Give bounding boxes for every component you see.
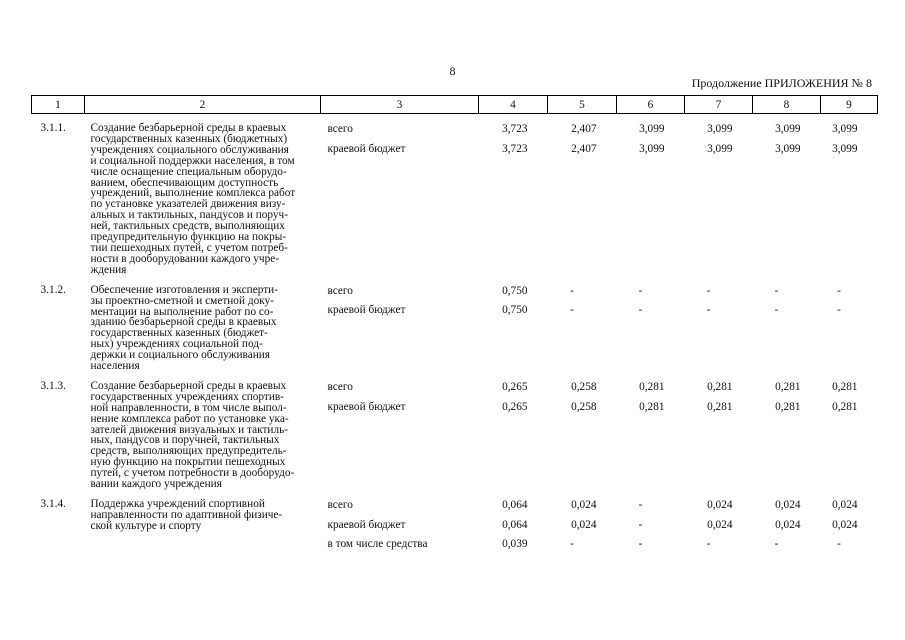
row-description (85, 498, 321, 557)
row-spacer (32, 276, 878, 284)
row-number: 3.1.1. (40, 122, 66, 134)
description-line: средств, выполняющих предупредитель- (90, 445, 287, 458)
description-line: учреждениях социального обслуживания (90, 143, 289, 156)
value-cell-col-6 (617, 380, 685, 490)
description-line: населения (90, 360, 140, 373)
value: - (837, 284, 841, 297)
table-header-row (32, 96, 878, 114)
description-line: учреждений, выполнение комплекса работ (90, 187, 296, 200)
row-number: 3.1.3. (40, 379, 66, 392)
description-line: ментации на выполнение работ по со- (90, 305, 274, 318)
value: 0,281 (775, 400, 801, 413)
spacer-cell (32, 276, 878, 284)
value: 2,407 (571, 142, 597, 155)
funding-source: всего (327, 284, 353, 297)
value-cell-col-6 (617, 122, 685, 276)
header-cell: 3 (321, 96, 479, 114)
value-cell-col-4 (479, 122, 548, 276)
description-line: и социальной поддержки населения, в том (90, 154, 295, 167)
value: - (638, 284, 643, 297)
value: - (706, 304, 711, 317)
value: 0,265 (502, 380, 528, 393)
value-cell-col-6 (617, 284, 685, 372)
value: 0,265 (502, 400, 528, 413)
description-line: государственных казенных (бюджетных) (90, 132, 288, 145)
value-cell-col-6 (617, 498, 685, 557)
description-line: нение комплекса работ по установке ука- (90, 412, 289, 425)
funding-source: в том числе средства (327, 538, 428, 551)
description-line: по установке указателей движения визу- (90, 198, 286, 211)
funding-source: всего (327, 499, 353, 511)
value: 3,099 (832, 123, 858, 135)
description-line: ную функцию на покрытии пешеходных (90, 456, 286, 469)
funding-table (31, 95, 878, 557)
table-row (32, 284, 878, 372)
continuation-label: Продолжение ПРИЛОЖЕНИЯ № 8 (691, 76, 872, 90)
value: - (837, 538, 841, 551)
description-line: числе оснащение специальным оборудо- (90, 165, 287, 178)
value: 3,099 (639, 142, 665, 155)
description-line: держки и социального обслуживания (90, 349, 271, 362)
description-line: зателей движения визуальных и тактиль- (90, 423, 289, 436)
funding-source-cell (321, 498, 479, 557)
value-cell-col-8 (753, 284, 821, 372)
description-line: ской культуре и спорту (90, 519, 202, 532)
description-line: ждения (90, 263, 127, 276)
value: - (570, 538, 574, 551)
description-line: ных, пандусов и поручней, тактильных (90, 434, 280, 447)
header-cell: 7 (685, 96, 753, 114)
description-line: ней, тактильных средств, выполняющих (90, 220, 285, 233)
value: - (638, 518, 643, 531)
value-cell-col-5 (548, 284, 617, 372)
value: 3,723 (502, 123, 528, 135)
value: - (638, 499, 643, 511)
description-line: государственных учреждениях спортив- (90, 390, 284, 403)
value-cell-col-4 (479, 498, 548, 557)
value: - (837, 304, 841, 317)
value-cell-col-8 (753, 380, 821, 490)
description-line: Создание безбарьерной среды в краевых (90, 379, 287, 392)
value: 0,281 (639, 380, 665, 393)
value: 0,024 (832, 499, 858, 511)
value: 3,099 (775, 123, 801, 135)
spacer-cell (32, 372, 878, 380)
value: 3,723 (502, 142, 528, 155)
description-line: предупредительную функцию на покры- (90, 231, 287, 244)
value: - (706, 538, 711, 551)
row-description (85, 122, 321, 276)
header-cell: 2 (85, 96, 321, 114)
description-line: ности в дооборудовании каждого учре- (90, 252, 279, 265)
description-line: вании каждого учреждения (90, 478, 222, 491)
description-line: ных) учреждениях социальной под- (90, 338, 263, 351)
value: 0,281 (707, 400, 733, 413)
value: - (774, 304, 779, 317)
funding-source: всего (327, 380, 353, 393)
value: 0,750 (502, 284, 528, 297)
row-spacer (32, 372, 878, 380)
value: 0,281 (707, 380, 733, 393)
description-line: путей, с учетом потребности в дооборудо- (90, 467, 295, 480)
row-number: 3.1.2. (40, 283, 66, 296)
value-cell-col-9 (821, 284, 878, 372)
header-cell: 6 (617, 96, 685, 114)
funding-source-cell (321, 122, 479, 276)
value-cell-col-8 (753, 498, 821, 557)
value: 0,024 (775, 518, 801, 531)
value-cell-col-5 (548, 380, 617, 490)
value: 3,099 (639, 123, 665, 135)
spacer-cell (32, 490, 878, 498)
funding-source: всего (327, 123, 353, 135)
value: 0,024 (707, 518, 733, 531)
value: - (774, 284, 779, 297)
value: 0,024 (832, 518, 858, 531)
value: - (638, 538, 643, 551)
value: 0,258 (571, 380, 597, 393)
value-cell-col-7 (685, 122, 753, 276)
value: 3,099 (775, 142, 801, 155)
description-line: зданию безбарьерной среды в краевых (90, 316, 277, 329)
value: - (638, 304, 643, 317)
value: - (570, 304, 574, 317)
description-line: направленности по адаптивной физиче- (90, 508, 283, 521)
table-body (32, 114, 878, 557)
funding-source: краевой бюджет (327, 518, 406, 531)
value: 0,064 (502, 518, 528, 531)
value-cell-col-7 (685, 284, 753, 372)
table-row (32, 380, 878, 490)
header-cell: 1 (32, 96, 85, 114)
value-cell-col-8 (753, 122, 821, 276)
value: 3,099 (707, 123, 733, 135)
value-cell-col-9 (821, 380, 878, 490)
value-cell-col-5 (548, 122, 617, 276)
value: 0,281 (639, 400, 665, 413)
funding-source-cell (321, 284, 479, 372)
description-line: Создание безбарьерной среды в краевых (90, 122, 287, 134)
value: 3,099 (832, 142, 858, 155)
funding-source-cell (321, 380, 479, 490)
value: 3,099 (707, 142, 733, 155)
value: 0,039 (502, 538, 528, 551)
value: - (570, 284, 574, 297)
value-cell-col-9 (821, 498, 878, 557)
value: - (706, 284, 711, 297)
value: 0,024 (571, 499, 597, 511)
description-line: ванием, обеспечивающим доступность (90, 176, 279, 189)
value: 0,281 (775, 380, 801, 393)
table-row (32, 498, 878, 557)
value-cell-col-9 (821, 122, 878, 276)
value: 0,281 (832, 400, 858, 413)
funding-source: краевой бюджет (327, 304, 406, 317)
value: 0,258 (571, 400, 597, 413)
value-cell-col-4 (479, 380, 548, 490)
value-cell-col-7 (685, 498, 753, 557)
description-line: Поддержка учреждений спортивной (90, 498, 265, 510)
header-cell: 9 (821, 96, 878, 114)
description-line: зы проектно-сметной и сметной доку- (90, 294, 274, 307)
description-line: Обеспечение изготовления и эксперти- (90, 283, 278, 296)
table-row (32, 122, 878, 276)
row-spacer (32, 114, 878, 123)
row-number: 3.1.4. (40, 498, 66, 510)
row-description (85, 284, 321, 372)
header-cell: 8 (753, 96, 821, 114)
description-line: тии пешеходных путей, с учетом потреб- (90, 241, 288, 254)
value: 0,024 (775, 499, 801, 511)
row-description (85, 380, 321, 490)
spacer-cell (32, 114, 878, 123)
value-cell-col-4 (479, 284, 548, 372)
funding-source: краевой бюджет (327, 142, 406, 155)
value: 0,024 (571, 518, 597, 531)
value: 0,064 (502, 499, 528, 511)
value: 0,024 (707, 499, 733, 511)
value: 0,281 (832, 380, 858, 393)
description-line: государственных казенных (бюджет- (90, 327, 268, 340)
description-line: ной направленности, в том числе выпол- (90, 401, 287, 414)
description-line: альных и тактильных, пандусов и поруч- (90, 209, 288, 222)
funding-source: краевой бюджет (327, 400, 406, 413)
value-cell-col-7 (685, 380, 753, 490)
value: - (774, 538, 779, 551)
value-cell-col-5 (548, 498, 617, 557)
row-spacer (32, 490, 878, 498)
header-cell: 5 (548, 96, 617, 114)
page-number: 8 (449, 64, 456, 78)
header-cell: 4 (479, 96, 548, 114)
value: 2,407 (571, 123, 597, 135)
value: 0,750 (502, 304, 528, 317)
